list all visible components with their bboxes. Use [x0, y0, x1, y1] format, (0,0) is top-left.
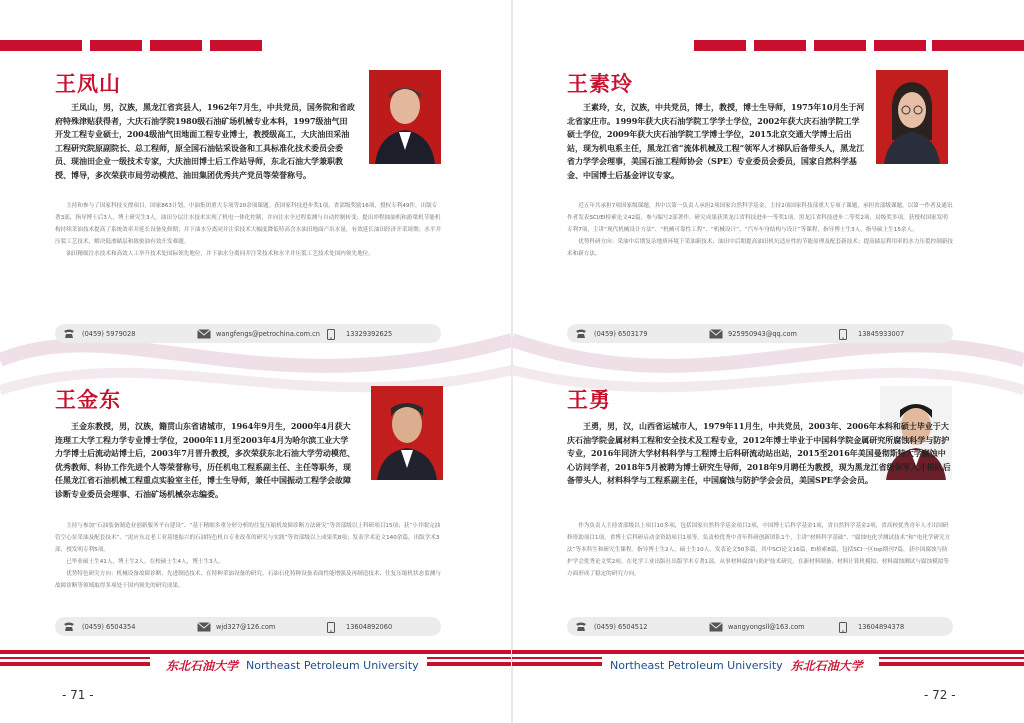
mobile-number: 13329392625: [346, 329, 393, 338]
university-name-en: Northeast Petroleum University: [246, 658, 419, 672]
mobile-phone-icon: [839, 622, 853, 632]
phone-number: (0459) 5979028: [82, 329, 136, 338]
mobile-item: [327, 324, 392, 343]
university-name-en: Northeast Petroleum University: [610, 658, 783, 672]
email-item: [709, 617, 805, 636]
person-name: 王素玲: [567, 71, 633, 96]
person-name: 王凤山: [55, 71, 121, 96]
phone-item: [63, 324, 135, 343]
phone-icon: [63, 622, 77, 632]
person-bio: 王素玲，女，汉族，中共党员，博士，教授，博士生导师，1975年10月生于河北省家庄市。1999年获大庆石油学院工学学士学位，2002年获大庆石油学院工学硕士学位，2009年获大庆石油学院工学博士学位，2015北京交通大学博士后出站，现为机电系主任，黑龙江省“流体机械及工程”领军人才梯队后备带头人，黑龙江省力学学会理事，美国石油工程师协会（SPE）专业委员会委员，国家自然科学基金、中国博士后基金评议专家。: [567, 102, 865, 180]
mobile-item: [327, 617, 392, 636]
mobile-phone-icon: [327, 329, 341, 339]
contact-bar: [567, 617, 953, 636]
mobile-item: [839, 617, 904, 636]
phone-number: (0459) 6503179: [594, 329, 648, 338]
email-icon: [197, 329, 211, 339]
research-paragraph: 优势科研方向：采油中后期复杂地质环境下采油新技术；油田中后期提高油田机坑适应性的节能原理及配套新技术；提高储层利用率的水力压裂控制新技术和新方法。: [567, 239, 953, 257]
phone-item: [575, 324, 647, 343]
research-paragraph: 主持和参与了国家科技支撑项目，国家863计划，中油集团重大专项等20余项课题。获国家科技进步奖1项，省部级奖励16项，授权专利49件，出版专著3部，指导博士后3人，博士研究生3人，油田分层注水技术实现了机电一体化控制，并向注水全过程监测与自动控制转变；提出冲程抽油机和游梁机节能机构持续采油技术提高了系统效率并延长设备免修期；并下油水分离同井注采技术大幅度降低特高含水油田地面产出水量，有效延长油田经济开采周期；水平井压裂工艺技术，解决低渗储层和致密油有效开发难题。: [55, 203, 441, 245]
phone-icon: [575, 329, 589, 339]
right-page: [512, 0, 1024, 723]
contact-bar: [55, 617, 441, 636]
contact-bar: [55, 324, 441, 343]
mobile-item: [839, 324, 904, 343]
top-decor-bar: [210, 40, 262, 51]
university-name-cn: 东北石油大学: [790, 658, 863, 673]
person-research: [55, 200, 441, 260]
research-paragraph: 油田精细注水技术和高效人工举升技术处国际领先地位，并下油水分离同井注采技术和水平井压裂工艺技术处国内领先地位。: [66, 251, 374, 257]
person-research: [567, 520, 953, 580]
person-bio: 王勇，男，汉，山西省运城市人，1979年11月生，中共党员，2003年、2006年本科和硕士毕业于大庆石油学院金属材料工程和安全技术及工程专业，2012年博士毕业于中国科学院金属研究所腐蚀科学与防护专业，2016年同济大学材料科学与工程博士后科研流动站出站，2015至2016年美国曼彻斯特大学腐蚀中心访问学者，2018年5月被聘为博士研究生导师，2018年9月聘任为教授，现为黑龙江省级领军人才梯队后备带头人，材料科学与工程系副主任，中国腐蚀与防护学会会员，美国SPE学会会员。: [567, 421, 951, 486]
person-research: [55, 520, 441, 592]
top-decor-bar: [874, 40, 926, 51]
phone-number: (0459) 6504354: [82, 622, 136, 631]
university-name-cn: 东北石油大学: [166, 658, 239, 673]
research-paragraph: 作为负责人主持省部级以上项目10多项，包括国家自然科学基金项目2项，中国博士后科学基金1项，省自然科学基金2项，省高校优秀青年人才出国研修资助项目1项，省博士后科研启动金资助项目1项等，负责校优秀中青年科研创新团队1个，主讲“材料科学基础”、“腐蚀电化学测试技术”和“电化学研究方法”等本科生和研究生课程。指导博士生2人，硕士生10人，发表论文50多篇，其中SCI论文16篇，EI检索8篇，包括SCI一区top期刊7篇，获中国腐蚀与防护学会优秀论文奖2项。在化学工业出版社出版学术专著1部，从事材料腐蚀与防护技术研究，在新材料制备、材料计算机模拟、材料腐蚀测试与腐蚀模拟等方面形成了稳定的研究方向。: [567, 523, 951, 577]
top-decor-bar: [150, 40, 202, 51]
contact-bar: [567, 324, 953, 343]
person-name: 王勇: [567, 387, 611, 412]
email-address: wangyongsll@163.com: [728, 622, 805, 631]
portrait-photo: [876, 70, 948, 164]
portrait-photo: [371, 386, 443, 480]
research-paragraph: 已毕业硕士生41人，博士生2人，在校硕士生4人，博士生3人。: [66, 559, 224, 565]
research-paragraph: 主持与参加“石油装备制造业创新服务平台建设”、“基于精细多重分形分析的往复压缩机故障诊断方法研究”等省部级以上科研项目15项；获“小井眼完油管空心泵采油及配套技术”、“泥应东北老工业基地振兴的石油特色机自专业改革的研究与实践”等省部级以上成果奖8项；发表学术论文140余篇，出版学术3部，授发明专利5项。: [55, 523, 441, 553]
phone-icon: [575, 622, 589, 632]
person-bio: 王金东教授，男，汉族，籍贯山东省诸城市，1964年9月生，2000年4月获大连理工大学工程力学专业博士学位，2000年11月至2003年4月为哈尔滨工业大学力学博士后流动站博士后，2003年7月晋升教授，多次荣获东北石油大学劳动模范、优秀教师、科协工作先进个人等荣誉称号，历任机电工程系副主任、主任等职务，现任黑龙江省石油机械工程重点实验室主任，博士生导师，兼任中国振动工程学会故障诊断专业委员会理事、石油矿场机械杂志编委。: [55, 421, 355, 499]
mobile-number: 13604894378: [858, 622, 905, 631]
email-item: [197, 617, 275, 636]
person-research: [567, 200, 953, 260]
mobile-number: 13845933007: [858, 329, 905, 338]
email-icon: [197, 622, 211, 632]
mobile-phone-icon: [839, 329, 853, 339]
phone-icon: [63, 329, 77, 339]
top-decor-bar: [814, 40, 866, 51]
portrait-photo: [369, 70, 441, 164]
email-address: wangfengs@petrochina.com.cn: [216, 329, 320, 338]
mobile-number: 13604892060: [346, 622, 393, 631]
footer-brand: [602, 657, 879, 673]
phone-number: (0459) 6504512: [594, 622, 648, 631]
footer-brand: [150, 657, 427, 673]
top-decor-bar: [694, 40, 746, 51]
top-decor-bar: [932, 40, 1024, 51]
person-bio: 王凤山，男，汉族，黑龙江省宾县人，1962年7月生，中共党员，国务院和省政府特殊津贴获得者，大庆石油学院1980级石油矿场机械专业本科，1997级油气田开发工程专业硕士，2004级油气田地面工程专业博士，教授级高工，大庆油田采油工程研究院原副院长、总工程师，原全国石油钻采设备和工具标准化技术委员会委员、现油田企业一级技术专家，大庆油田博士后工作站导师，东北石油大学兼职教授、博导，多次荣获市局劳动模范、油田集团优秀共产党员等荣誉称号。: [55, 102, 355, 180]
top-decor-bar: [754, 40, 806, 51]
top-decor-bar: [90, 40, 142, 51]
email-item: [709, 324, 797, 343]
email-icon: [709, 329, 723, 339]
email-address: wjd327@126.com: [216, 622, 276, 631]
page-number: - 71 -: [62, 688, 94, 702]
research-paragraph: 近五年共承担7项国家级课题，其中以第一负责人承担2项国家自然科学基金，主持2项国家科技部重大专项子课题，承担省部级课题，以第一作者及通讯作者发表SCI/EI检索论文42篇，参与编写2部著作，研究成果获黑龙江省科技进步一等奖1项，黑龙江省科技进步二等奖2项，局级奖多项，获授权国家发明专利7项，主讲“现代机械设计方法”、“机械可靠性工程”、“机械设计”、“汽车车身结构与设计”等课程，指导博士生3人，指导硕士生15余人。: [567, 203, 953, 233]
top-decor-bar: [0, 40, 82, 51]
research-paragraph: 优势特色研究方向：机械设备故障诊断、先进制造技术、在特种采油设备的研究、石油石化特种设备表面性能增强及再制造技术、往复压缩机状态监测与故障诊断等领域取得多项处于国内领先的研究成果。: [55, 571, 441, 589]
phone-item: [63, 617, 135, 636]
mobile-phone-icon: [327, 622, 341, 632]
phone-item: [575, 617, 647, 636]
email-item: [197, 324, 320, 343]
email-address: 925950943@qq.com: [728, 329, 797, 338]
person-name: 王金东: [55, 387, 121, 412]
page-number: - 72 -: [924, 688, 956, 702]
email-icon: [709, 622, 723, 632]
